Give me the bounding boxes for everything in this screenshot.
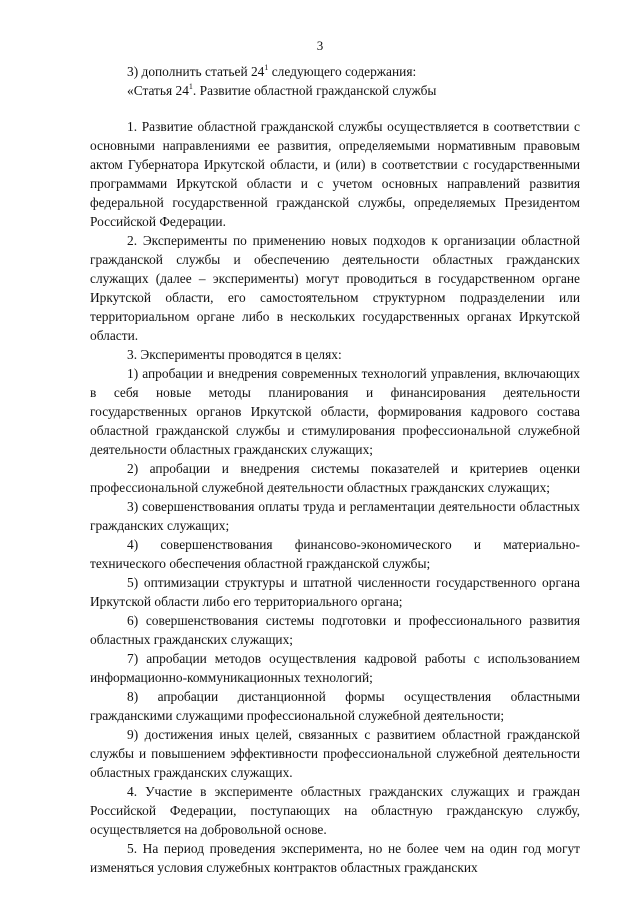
paragraph: 2. Эксперименты по применению новых подходов к организации областной гражданской службы и обеспечению деятельности областных гражданских служащих (далее – эксперименты) могут проводиться в государственном органе Иркутской области, его самостоятельном структурном подразделении или территориальном органе либо в нескольких государственных органах Иркутской области. <box>90 233 580 343</box>
document-body <box>90 62 580 877</box>
paragraph: 3. Эксперименты проводятся в целях: <box>127 347 342 362</box>
list-item: 4) совершенствования финансово-экономического и материально-технического обеспечения областной гражданской службы; <box>90 537 580 571</box>
article-title <box>90 81 580 100</box>
amendment-intro-suffix: следующего содержания: <box>268 64 417 79</box>
list-item: 8) апробации дистанционной формы осуществления областными гражданскими служащими профессиональной служебной деятельности; <box>90 689 580 723</box>
list-item: 3) совершенствования оплаты труда и регламентации деятельности областных гражданских служащих; <box>90 499 580 533</box>
page-number: 3 <box>316 38 324 53</box>
article-title-sup: 1 <box>188 81 193 91</box>
article-title-prefix: «Статья 24 <box>127 83 189 98</box>
list-item: 6) совершенствования системы подготовки и профессионального развития областных гражданских служащих; <box>90 613 580 647</box>
list-item: 2) апробации и внедрения системы показателей и критериев оценки профессиональной служебной деятельности областных гражданских служащих; <box>90 461 580 495</box>
paragraph: 5. На период проведения эксперимента, но не более чем на один год могут изменяться условия служебных контрактов областных гражданских <box>90 841 580 875</box>
list-item: 9) достижения иных целей, связанных с развитием областной гражданской службы и повышением эффективности профессиональной служебной деятельности областных гражданских служащих. <box>90 727 580 780</box>
article-title-suffix: . Развитие областной гражданской службы <box>192 83 437 98</box>
list-item: 7) апробации методов осуществления кадровой работы с использованием информационно-коммуникационных технологий; <box>90 651 580 685</box>
paragraph: 1. Развитие областной гражданской службы осуществляется в соответствии с основными направлениями ее развития, определяемыми нормативным правовым актом Губернатора Иркутской области, и (или) в соответствии с государственными программами Иркутской области и с учетом основных направлений развития федеральной государственной гражданской службы, определяемых Президентом Российской Федерации. <box>90 119 580 229</box>
list-item: 5) оптимизации структуры и штатной численности государственного органа Иркутской области либо его территориального органа; <box>90 575 580 609</box>
amendment-intro <box>90 62 580 81</box>
list-item: 1) апробации и внедрения современных технологий управления, включающих в себя новые методы планирования и финансирования деятельности государственных органов Иркутской области, формирования кадрового состава областной гражданской службы и стимулирования профессиональной служебной деятельности областных гражданских служащих; <box>90 366 580 457</box>
amendment-intro-text: 3) дополнить статьей 24 <box>127 64 265 79</box>
amendment-intro-sup: 1 <box>264 62 269 72</box>
paragraph: 4. Участие в эксперименте областных гражданских служащих и граждан Российской Федерации, поступающих на областную гражданскую службу, осуществляется на добровольной основе. <box>90 784 580 837</box>
